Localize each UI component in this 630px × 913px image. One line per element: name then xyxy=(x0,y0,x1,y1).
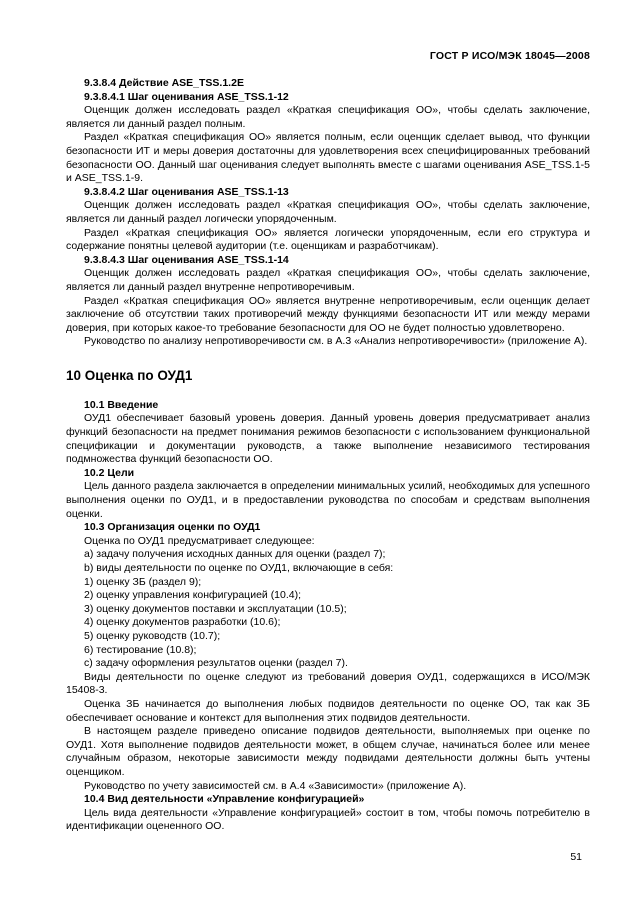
list-item: а) задачу получения исходных данных для оценки (раздел 7); xyxy=(84,548,386,561)
paragraph: Оценка ЗБ начинается до выполнения любых подвидов деятельности по оценке ОО, так как ЗБ обеспечивает основание и контекст для выполнения этих подвидов деятельности. xyxy=(66,697,590,724)
paragraph: Руководство по анализу непротиворечивости см. в А.3 «Анализ непротиворечивости» (приложение А). xyxy=(84,335,588,348)
paragraph: Оценщик должен исследовать раздел «Краткая спецификация ОО», чтобы сделать заключение, является ли данный раздел логически упорядоченным. xyxy=(66,199,590,225)
paragraph: В настоящем разделе приведено описание подвидов деятельности, выполняемых при оценке по ОУД1. Хотя выполнение подвидов деятельности может, в общем случае, начинаться более или менее случайным образом, некоторые зависимости между подвидами деятельности должны быть учтены оценщиком. xyxy=(66,725,590,778)
subheading: 9.3.8.4.2 Шаг оценивания ASE_TSS.1-13 xyxy=(84,185,289,198)
subheading: 9.3.8.4 Действие ASE_TSS.1.2E xyxy=(84,77,244,89)
list-item: 5) оценку руководств (10.7); xyxy=(84,629,221,642)
paragraph: Раздел «Краткая спецификация ОО» является полным, если оценщик сделает вывод, что функции безопасности ИТ и меры доверия достаточны для удовлетворения всех специфицированных требований безопасности ОО. Данный шаг оценивания следует выполнять вместе с шагами оценивания ASE_TSS.1-5 и ASE_TSS.1-9. xyxy=(66,131,590,185)
subheading: 10.1 Введение xyxy=(84,398,159,411)
list-item: 2) оценку управления конфигурацией (10.4); xyxy=(84,589,302,602)
running-header: ГОСТ Р ИСО/МЭК 18045—2008 xyxy=(429,50,590,62)
paragraph: Оценка по ОУД1 предусматривает следующее: xyxy=(84,534,315,547)
document-blocks xyxy=(66,77,590,834)
paragraph: Цель данного раздела заключается в определении минимальных усилий, необходимых для успешного выполнения оценки по ОУД1, и в предоставлении руководства по способам и средствам выполнения оценки. xyxy=(66,480,590,520)
subheading: 9.3.8.4.1 Шаг оценивания ASE_TSS.1-12 xyxy=(84,90,289,103)
paragraph: Оценщик должен исследовать раздел «Краткая спецификация ОО», чтобы сделать заключение, является ли данный раздел полным. xyxy=(66,104,590,130)
subheading: 10.2 Цели xyxy=(84,466,135,479)
subheading: 10.4 Вид деятельности «Управление конфигурацией» xyxy=(84,793,365,806)
subheading: 10.3 Организация оценки по ОУД1 xyxy=(84,521,261,534)
paragraph: Виды деятельности по оценке следуют из требований доверия ОУД1, содержащихся в ИСО/МЭК 15408-3. xyxy=(66,670,590,697)
paragraph: Оценщик должен исследовать раздел «Краткая спецификация ОО», чтобы сделать заключение, является ли данный раздел внутренне непротиворечивым. xyxy=(66,267,590,293)
list-item: 1) оценку ЗБ (раздел 9); xyxy=(84,575,202,588)
paragraph: Раздел «Краткая спецификация ОО» является внутренне непротиворечивым, если оценщик делает заключение об отсутствии таких противоречий между функциями безопасности ИТ или между мерами доверия, при которых какое-то требование безопасности для ОО не будет полностью удовлетворено. xyxy=(66,294,590,334)
list-item: 3) оценку документов поставки и эксплуатации (10.5); xyxy=(84,602,347,615)
paragraph: Раздел «Краткая спецификация ОО» является логически упорядоченным, если его структура и содержание понятны целевой аудитории (т.е. оценщикам и разработчикам). xyxy=(66,226,590,253)
paragraph: ОУД1 обеспечивает базовый уровень доверия. Данный уровень доверия предусматривает анализ функций безопасности на предмет понимания режимов безопасности с использованием функциональной спецификации и документации руководств, а также выполнение независимого тестирования подмножества функций безопасности ОО. xyxy=(66,412,590,466)
page-number: 51 xyxy=(570,851,582,863)
list-item: 6) тестирование (10.8); xyxy=(84,643,197,656)
paragraph: Руководство по учету зависимостей см. в А.4 «Зависимости» (приложение А). xyxy=(84,779,467,792)
section-heading: 10 Оценка по ОУД1 xyxy=(66,367,193,383)
list-item: с) задачу оформления результатов оценки (раздел 7). xyxy=(84,657,348,670)
subheading: 9.3.8.4.3 Шаг оценивания ASE_TSS.1-14 xyxy=(84,253,289,266)
list-item: b) виды деятельности по оценке по ОУД1, включающие в себя: xyxy=(84,562,394,574)
list-item: 4) оценку документов разработки (10.6); xyxy=(84,616,281,629)
paragraph: Цель вида деятельности «Управление конфигурацией» состоит в том, чтобы помочь потребителю в идентификации оцененного ОО. xyxy=(66,806,590,833)
